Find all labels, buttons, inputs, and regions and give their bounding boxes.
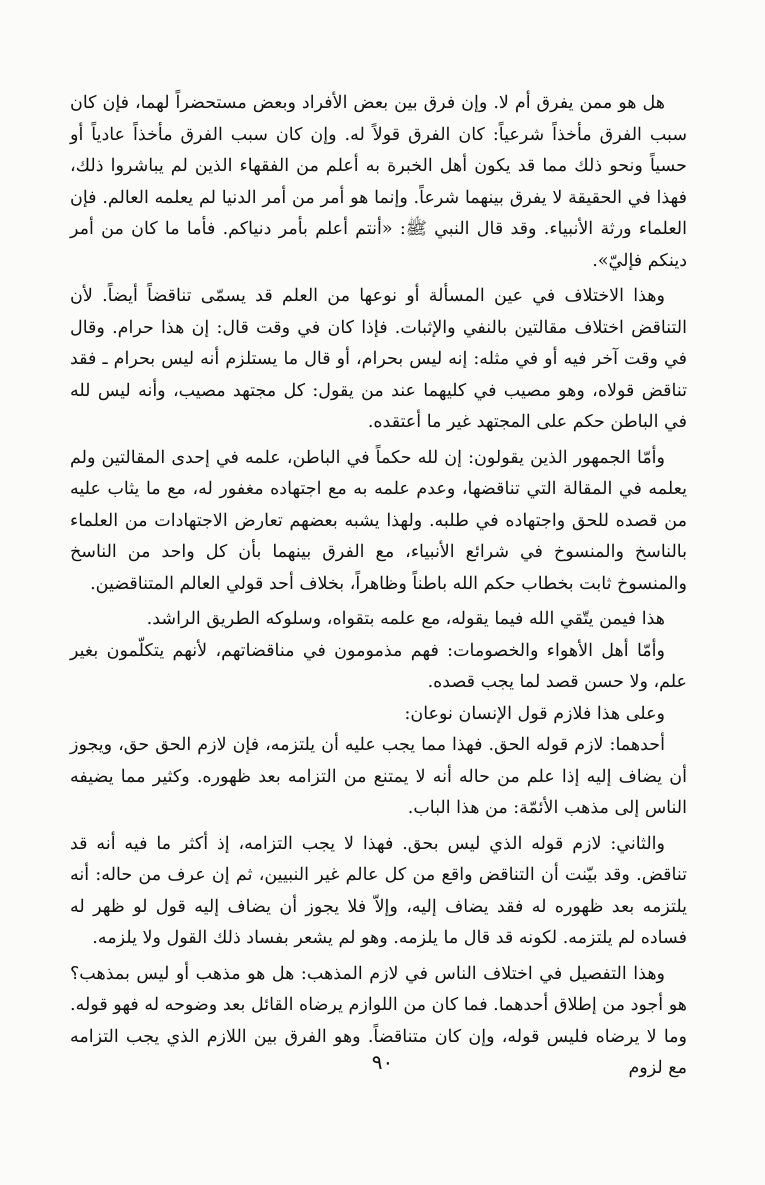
paragraph-1: هل هو ممن يفرق أم لا. وإن فرق بين بعض الأفراد وبعض مستحضراً لهما، فإن كان سبب الفرق مأخذاً شرعياً: كان الفرق قولاً له. وإن كان سبب الفرق مأخذاً عادياً أو حسياً ونحو ذلك مما قد يكون أهل الخبرة به أعلم من الفقهاء الذين لم يباشروا ذلك، فهذا في الحقيقة لا يفرق بينهما شرعاً. وإنما هو أمر من أمر الدنيا لم يعلمه العالم. فإن العلماء ورثة الأنبياء. وقد قال النبي ﷺ: «أنتم أعلم بأمر دنياكم. فأما ما كان من أمر دينكم فإليّ».	[70, 93, 687, 271]
paragraph-7: أحدهما: لازم قوله الحق. فهذا مما يجب عليه أن يلتزمه، فإن لازم الحق حق، ويجوز أن يضاف إليه إذا علم من حاله أنه لا يمتنع من التزامه بعد ظهوره. وكثير مما يضيفه الناس إلى مذهب الأئمّة: من هذا الباب.	[70, 735, 687, 818]
paragraph-6: وعلى هذا فلازم قول الإنسان نوعان:	[404, 703, 665, 724]
paragraph-2: وهذا الاختلاف في عين المسألة أو نوعها من العلم قد يسمّى تناقضاً أيضاً. لأن التناقض اختلاف مقالتين بالنفي والإثبات. فإذا كان في وقت قال: إن هذا حرام. وقال في وقت آخر فيه أو في مثله: إنه ليس بحرام، أو قال ما يستلزم أنه ليس بحرام ـ فقد تناقض قولاه، وهو مصيب في كليهما عند من يقول: كل مجتهد مصيب، وأنه ليس لله في الباطن حكم على المجتهد غير ما أعتقده.	[70, 286, 687, 432]
paragraph-5: وأمّا أهل الأهواء والخصومات: فهم مذمومون في مناقضاتهم، لأنهم يتكلّمون بغير علم، ولا حسن قصد لما يجب قصده.	[70, 640, 687, 692]
paragraph-3: وأمّا الجمهور الذين يقولون: إن لله حكماً في الباطن، علمه في إحدى المقالتين ولم يعلمه في المقالة التي تناقضها، وعدم علمه به مع اجتهاده مغفور له، مع ما يثاب عليه من قصده للحق واجتهاده في طلبه. ولهذا يشبه بعضهم تعارض الاجتهادات من العلماء بالناسخ والمنسوخ في شرائع الأنبياء، مع الفرق بينهما بأن كل واحد من الناسخ والمنسوخ ثابت بخطاب حكم الله باطناً وظاهراً، بخلاف أحد قولي العالم المتناقضين.	[70, 447, 687, 594]
body-text	[70, 88, 687, 1085]
paragraph-8: والثاني: لازم قوله الذي ليس بحق. فهذا لا يجب التزامه، إذ أكثر ما فيه أنه قد تناقض. وقد بيّنت أن التناقض واقع من كل عالم غير النبيين، ثم إن عرف من حاله: أنه يلتزمه بعد ظهوره له فقد يضاف إليه، وإلاّ فلا يجوز أن يضاف إليه قول لو ظهر له فساده لم يلتزمه. لكونه قد قال ما يلزمه. وهو لم يشعر بفساد ذلك القول ولا يلزمه.	[70, 833, 687, 948]
page-number: ٩٠	[371, 1050, 394, 1074]
paragraph-4: هذا فيمن يتّقي الله فيما يقوله، مع علمه بتقواه، وسلوكه الطريق الراشد.	[146, 609, 665, 629]
paragraph-9: وهذا التفصيل في اختلاف الناس في لازم المذهب: هل هو مذهب أو ليس بمذهب؟ هو أجود من إطلاق أحدهما. فما كان من اللوازم يرضاه القائل بعد وضوحه له فهو قوله. وما لا يرضاه فليس قوله، وإن كان متناقضاً. وهو الفرق بين اللازم الذي يجب التزامه مع لزوم	[70, 963, 687, 1078]
